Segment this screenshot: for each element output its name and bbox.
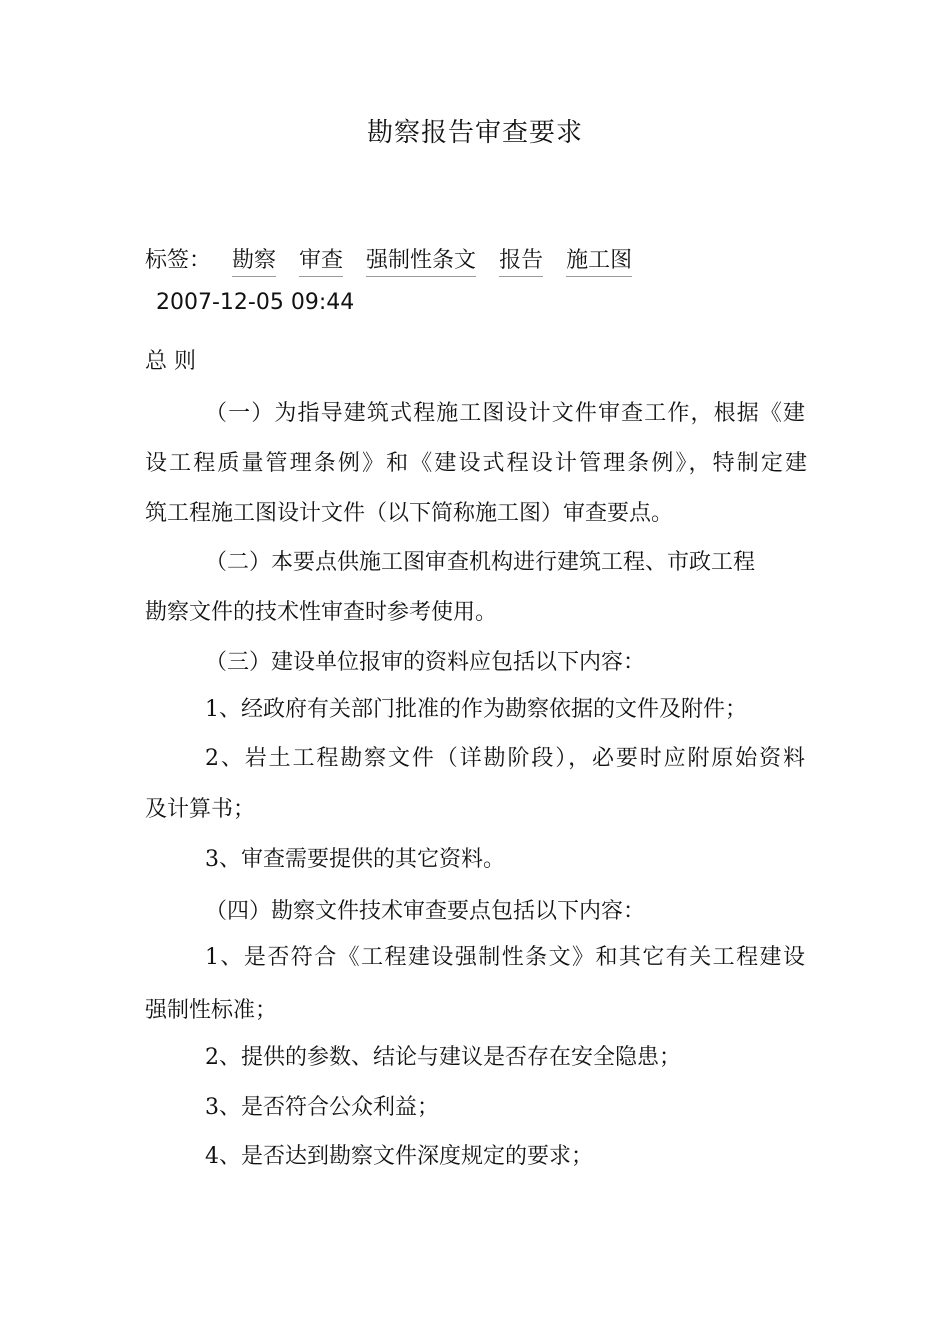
list-item-continuation: 强制性标准； bbox=[145, 998, 278, 1023]
paragraph-line: （三）建设单位报审的资料应包括以下内容： bbox=[205, 650, 646, 675]
tag-link[interactable]: 勘察 bbox=[232, 243, 276, 277]
list-item: 4、是否达到勘察文件深度规定的要求； bbox=[205, 1144, 593, 1169]
list-item: 1、是否符合《工程建设强制性条文》和其它有关工程建设 bbox=[205, 945, 805, 970]
section-heading: 总 则 bbox=[145, 349, 196, 374]
list-item-continuation: 及计算书； bbox=[145, 797, 256, 822]
tag-link[interactable]: 强制性条文 bbox=[366, 243, 476, 277]
tags-row bbox=[145, 243, 648, 277]
list-item: 2、岩土工程勘察文件（详勘阶段），必要时应附原始资料 bbox=[205, 746, 805, 771]
tag-link[interactable]: 审查 bbox=[299, 243, 343, 277]
paragraph-line: （一）为指导建筑式程施工图设计文件审查工作，根据《建 bbox=[205, 401, 805, 426]
paragraph-line: 设工程质量管理条例》和《建设式程设计管理条例》，特制定建 bbox=[145, 451, 807, 476]
tag-link[interactable]: 报告 bbox=[499, 243, 543, 277]
paragraph-line: 勘察文件的技术性审查时参考使用。 bbox=[145, 600, 498, 625]
paragraph-line: 筑工程施工图设计文件（以下简称施工图）审查要点。 bbox=[145, 501, 674, 526]
post-timestamp: 2007-12-05 09:44 bbox=[156, 290, 355, 315]
tags-label: 标签： bbox=[145, 248, 212, 273]
list-item: 3、是否符合公众利益； bbox=[205, 1095, 439, 1120]
list-item: 1、经政府有关部门批准的作为勘察依据的文件及附件； bbox=[205, 697, 747, 722]
paragraph-line: （四）勘察文件技术审查要点包括以下内容： bbox=[205, 899, 646, 924]
list-item: 2、提供的参数、结论与建议是否存在安全隐患； bbox=[205, 1045, 681, 1070]
tag-link[interactable]: 施工图 bbox=[566, 243, 632, 277]
document-title: 勘察报告审查要求 bbox=[366, 118, 583, 148]
paragraph-line: （二）本要点供施工图审查机构进行建筑工程、市政工程 bbox=[205, 550, 756, 575]
list-item: 3、审查需要提供的其它资料。 bbox=[205, 847, 505, 872]
